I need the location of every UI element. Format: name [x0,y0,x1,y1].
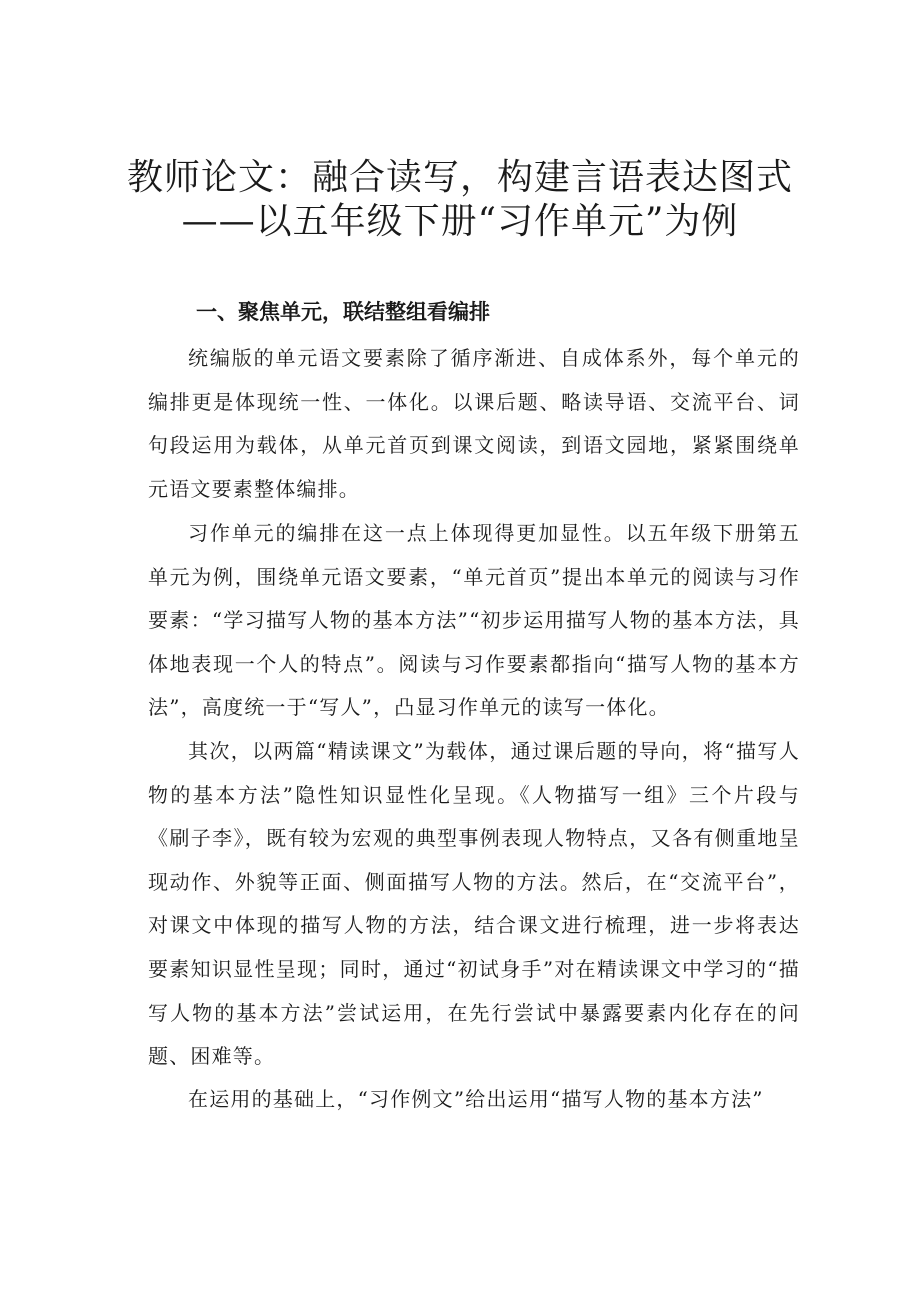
paragraph-3: 其次，以两篇“精读课文”为载体，通过课后题的导向，将“描写人物的基本方法”隐性知识显性化呈现。《人物描写一组》三个片段与《刷子李》，既有较为宏观的典型事例表现人物特点，又各有侧重地呈现动作、外貌等正面、侧面描写人物的方法。然后，在“交流平台”，对课文中体现的描写人物的方法，结合课文进行梳理，进一步将表达要素知识显性呈现；同时，通过“初试身手”对在精读课文中学习的“描写人物的基本方法”尝试运用，在先行尝试中暴露要素内化存在的问题、困难等。 [148,739,800,1069]
paragraph-1: 统编版的单元语文要素除了循序渐进、自成体系外，每个单元的编排更是体现统一性、一体化。以课后题、略读导语、交流平台、词句段运用为载体，从单元首页到课文阅读，到语文园地，紧紧围绕单元语文要素整体编排。 [148,346,800,501]
section-heading: 一、聚焦单元，联结整组看编排 [196,300,490,324]
paragraph-2: 习作单元的编排在这一点上体现得更加显性。以五年级下册第五单元为例，围绕单元语文要素，“单元首页”提出本单元的阅读与习作要素：“学习描写人物的基本方法”“初步运用描写人物的基本方法，具体地表现一个人的特点”。阅读与习作要素都指向“描写人物的基本方法”，高度统一于“写人”，凸显习作单元的读写一体化。 [148,521,800,720]
document-title-line-2: ——以五年级下册“习作单元”为例 [181,201,739,242]
document-title-line-1: 教师论文：融合读写，构建言语表达图式 [126,157,793,198]
paragraph-4: 在运用的基础上，“习作例文”给出运用“描写人物的基本方法” [188,1087,764,1111]
